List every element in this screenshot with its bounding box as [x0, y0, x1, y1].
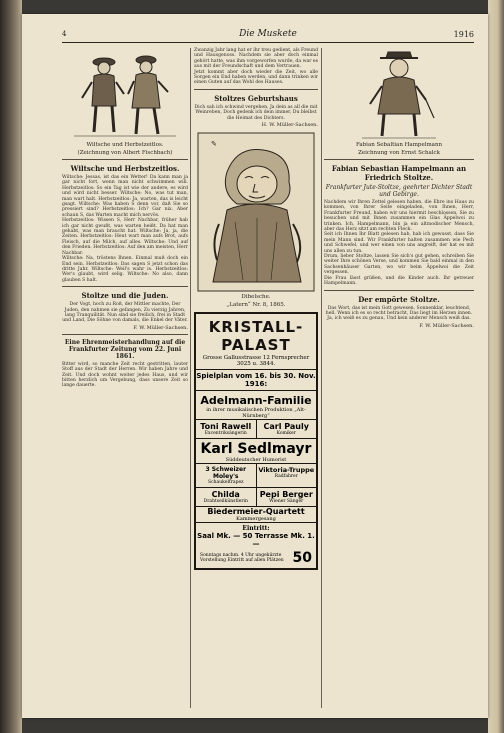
page-number: 4 [62, 30, 67, 38]
illustration-credit: (Zeichnung von Albert Fischbach) [77, 150, 173, 156]
act-name: 3 Schweizer Moley's [205, 466, 247, 481]
act-name: Toni Rawell [200, 422, 252, 432]
letter-paragraph: Seit ich Ihnen Ihr Blatt gelesen hab, hab ich gewusst, dass Sie mein Mann sind. Wir Frankfurter halten zusammen wie Pech und Schwefel, und wer einen von uns angreift, der hat es mit uns allen zu tun. [324, 232, 474, 254]
illustration-caption: Wiltsche und Herbstzeitlos. [86, 142, 164, 148]
divider [62, 334, 188, 335]
article-heading: Eine Ehrenmeisterhandlung auf die Frankfurter Zeitung vom 22. Juni 1861. [64, 338, 186, 360]
act-type: Radfahrer [274, 474, 298, 480]
poem-signature: H. W. Müller-Sachsen. [261, 122, 318, 129]
quartet-name: Biedermeier-Quartett [207, 507, 305, 517]
column-2 [194, 48, 318, 570]
act-cell [196, 420, 256, 438]
divider [324, 290, 474, 291]
act-name: Childa [211, 490, 240, 500]
venue-address: Grosse Gallusstrasse 12 Fernsprecher 3025 u. 3844. [196, 355, 316, 370]
sunday-price: 50 [292, 550, 312, 567]
article-heading: Wiltsche und Herbstzeitlos. [70, 164, 180, 173]
letter-heading: Fabian Sebastian Hampelmann an Friedrich Stoltze. [331, 164, 467, 182]
act-cell [196, 464, 256, 487]
poem-text: Das Wort, das ist mein Gott gewesen, Sonnenklar, leuchtend, hell. Wenn ich es so recht betracht, Das liegt im Herzen innen. Ja, ich weiß es zu genau, Und kein anderer Mensch weiß das. [325, 305, 473, 322]
act-cell [256, 488, 317, 506]
column-3 [324, 48, 474, 332]
poem-heading: Stoltzes Geburtshaus [214, 93, 298, 103]
seat-prices: Saal Mk. — 50 Terrasse Mk. 1.— [197, 532, 315, 549]
headliner-description: in ihrer musikalischen Produktion „Alt-Nürnberg“ [206, 407, 306, 420]
act-name: Carl Pauly [263, 422, 309, 432]
dialogue-paragraph: Wiltsche: Na, tröstens Ihnen. Einmal muß doch ein End sein. Herbstzeitlos: Das sagen S jetzt schon das dritte Jahr. Wiltsche: Weil's wahr is. Herbstzeitlos: Wer's glaubt, wird selig. Wiltsche: No also, dann glauben S halt. [62, 256, 188, 283]
star-description: Süddeutscher Humorist [225, 457, 287, 464]
letter-paragraph: Die Frau lässt grüßen, und die Kinder auch. Ihr getreuer Hampelmann. [324, 275, 474, 287]
admission-block [196, 522, 316, 550]
act-cell [256, 420, 317, 438]
article-paragraph: Jetzt kommt aber doch wieder die Zeit, wo alle Sorgen ein End haben werden, und dann trinken wir einen Guten auf das Wohl des Hauses. [194, 69, 318, 86]
letter-subheading: Frankfurter Jute-Stoltze, geehrter Dichter Stadt und Gebirge. [325, 184, 473, 198]
dialogue-paragraph: Herbstzeitlos: Wissen S, Herr Nachbar, früher hab ich gar nicht gwußt, was warten heißt. Da hat man gehabt, was man braucht hat. Wiltsche: Ja, ja, die Zeiten. Herbstzeitlos: Heut wart man aufs Brot, aufs Fleisch, auf die Milch, auf alles. Wiltsche: Und auf den Frieden. Herbstzeitlos: Auf den am meisten, Herr Nachbar. [62, 218, 188, 256]
quartet-description: Kammergesang [236, 516, 276, 523]
quartet-row [196, 506, 316, 522]
divider [324, 159, 474, 160]
divider [62, 159, 188, 160]
poem-signature: F. W. Müller-Sachsen. [133, 324, 188, 331]
book-spine [0, 0, 22, 733]
act-type: Wiener Sänger [269, 499, 304, 505]
dialogue-paragraph: Wiltsche: Jessas, ist das ein Wetter! Da kann man ja gar nicht fort, wenn man nicht schwimmen will. Herbstzeitlos: So ein Tag ist wie der andere, es wird und wird nicht besser. Wiltsche: No, was tut man, man wart halt. Herbstzeitlos: Ja, warten, das is leicht gsagt. Wiltsche: Was haben S denn vor, daß Sie so pressiert sind? Herbstzeitlos: Ich? Gar nix. Aber schaun S, das Warten macht mich nervös. [62, 175, 188, 218]
column-divider [190, 48, 191, 708]
portrait-caption: Fabian Sebaltian Hampelmann [355, 142, 443, 148]
act-type: Schaukeltrapez [208, 480, 244, 486]
column-divider [321, 48, 322, 708]
act-type: Komiker [276, 431, 296, 437]
portrait-credit: Zeichnung von Ernst Schalck [358, 150, 440, 156]
poem-signature: F. W. Müller-Sachsen. [419, 322, 474, 329]
act-row [196, 419, 316, 438]
act-cell [256, 464, 317, 487]
page-header [62, 22, 474, 43]
program-dates: Spielplan vom 16. bis 30. Nov. 1916: [196, 370, 316, 391]
letter-paragraph: Nachdem wir Ihren Zettel gelesen haben, die Ehre ins Haus zu kommen, von Ihrer Seite eingeladen, von Ihnen, Herr, Frankfurter Freund, haben wir uns hiermit beschlossen, Sie zu besuchen und mit Ihnen zusammen ein Glas Äppelwoi zu trinken. Ich, Hampelmann, bin ja ein altmodischer Mensch, aber das Herz sitzt am rechten Fleck. [324, 200, 474, 233]
masthead-title: Die Muskete [239, 29, 297, 39]
headliner-name: Adelmann-Familie [200, 394, 312, 408]
poem-heading: Stoltze und die Juden. [81, 291, 169, 301]
article-paragraph: Zwanzig Jahr lang hat er ihr treu gedient, als Freund und Hausgenoss. Nachdem sie aber doch einmal gehört hatte, was ihm vorgeworfen wurde, da war es aus mit der Freundschaft und dem Vertrauen. [194, 48, 319, 70]
act-name: Viktoria-Truppe [258, 466, 315, 475]
act-row [196, 463, 316, 487]
cartoon-caption: Dibelsche. [241, 294, 271, 301]
sunday-note: Sonntags nachm. 4 Uhr ungekürzte Vorstellung Eintritt auf allen Plätzen [200, 553, 284, 564]
caricature-illustration [197, 132, 315, 292]
act-type: Drahtseilkünstlerin [203, 499, 248, 505]
act-type: Excentriksängerin [204, 431, 247, 437]
act-row [196, 487, 316, 506]
star-name: Karl Sedlmayr [196, 438, 316, 457]
kristall-palast-advertisement [194, 312, 318, 570]
year-label: 1916 [453, 30, 474, 39]
hampelmann-portrait [354, 48, 444, 140]
poem-text: Dich sah ich schwind vergehen, Ja dein as all die mit Weinreben, Doch gedenk ich dein immer, Du bleibst die Heimat des Dichters. [194, 104, 318, 121]
letter-paragraph: Drum, lieber Stoltze, lassen Sie sich's gut gehen, schreiben Sie weiter Ihre schönen Verse, und kommen Sie bald einmal in den Sachsenhäuser Garten, wo wir beim Äppelwoi die Zeit vergessen. [324, 254, 474, 276]
divider [194, 89, 318, 90]
article-paragraph: Bitter wird, so manche Zeit recht gestritten, lauter Stoff aus der Stadt der Herren. Wir haben Jahre und Zeit. Und doch wohnt weiter jedes Haus, und wir bitten herzlich um Vergebung, dass unsere Zeit so lange dauerte. [62, 361, 188, 389]
svg-text:✎: ✎ [211, 140, 217, 149]
venue-name: KRISTALL-PALAST [208, 318, 304, 355]
divider [62, 286, 188, 287]
two-figures-illustration [70, 48, 180, 140]
column-1 [62, 48, 188, 389]
sunday-offer [196, 550, 316, 568]
admission-label: Eintritt: [242, 525, 270, 533]
next-page-edge [488, 0, 504, 733]
act-cell [196, 488, 256, 506]
poem-heading: Der empörte Stoltze. [358, 294, 440, 304]
poem-text: Der Vogt, hoch zu Roß, der Mittler machte, Der Juden, den nahmen sie gefangen, Zu vierzig Jahren, lang Tranquilität. Nun sind sie freilich, frei in Stadt und Land, Die Söhne von damals, die Enkel der Väter. [62, 302, 188, 324]
cartoon-source: „Latern“ Nr. 8, 1865. [226, 302, 286, 309]
newspaper-page [22, 14, 488, 718]
act-name: Pepi Berger [259, 490, 313, 500]
